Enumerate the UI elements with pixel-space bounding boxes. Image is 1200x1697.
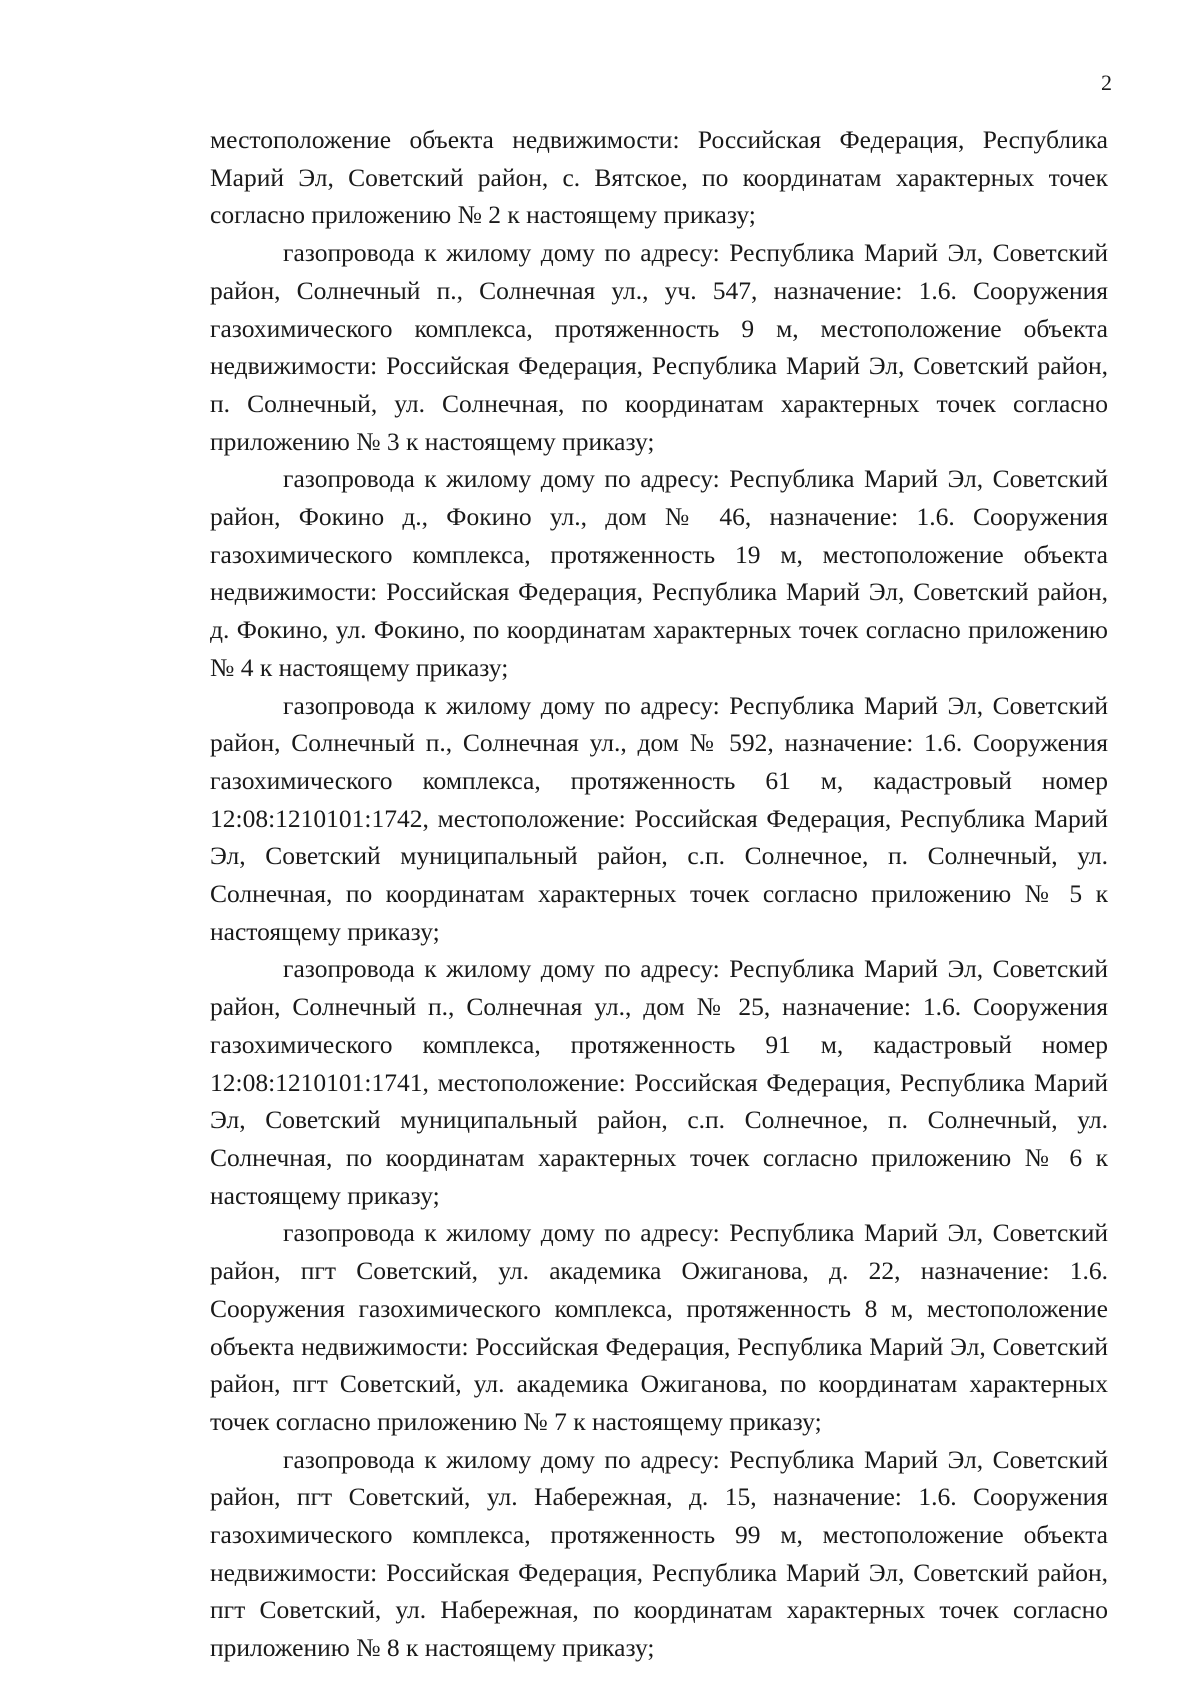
paragraph: газопровода к жилому дому по адресу: Республика Марий Эл, Советский район, Солнечный п., Солнечная ул., дом № 592, назначение: 1.6. Сооружения газохимического комплекса, протяженность 61 м, кадастровый номер 12:08:1210101:1742, местоположение: Российская Федерация, Республика Марий Эл, Советский муниципальный район, с.п. Солнечное, п. Солнечный, ул. Солнечная, по координатам характерных точек согласно приложению № 5 к настоящему приказу; xyxy=(210,690,1108,946)
paragraph: газопровода к жилому дому по адресу: Республика Марий Эл, Советский район, Солнечный п., Солнечная ул., дом № 25, назначение: 1.6. Сооружения газохимического комплекса, протяженность 91 м, кадастровый номер 12:08:1210101:1741, местоположение: Российская Федерация, Республика Марий Эл, Советский муниципальный район, с.п. Солнечное, п. Солнечный, ул. Солнечная, по координатам характерных точек согласно приложению № 6 к настоящему приказу; xyxy=(210,954,1108,1210)
page-number: 2 xyxy=(1101,70,1112,95)
document-body xyxy=(210,121,1108,1667)
paragraph: газопровода к жилому дому по адресу: Республика Марий Эл, Советский район, Фокино д., Фокино ул., дом № 46, назначение: 1.6. Сооружения газохимического комплекса, протяженность 19 м, местоположение объекта недвижимости: Российская Федерация, Республика Марий Эл, Советский район, д. Фокино, ул. Фокино, по координатам характерных точек согласно приложению № 4 к настоящему приказу; xyxy=(210,464,1108,682)
paragraph-continuation: местоположение объекта недвижимости: Российская Федерация, Республика Марий Эл, Советский район, с. Вятское, по координатам характерных точек согласно приложению № 2 к настоящему приказу; xyxy=(210,125,1108,230)
paragraph: газопровода к жилому дому по адресу: Республика Марий Эл, Советский район, Солнечный п., Солнечная ул., уч. 547, назначение: 1.6. Сооружения газохимического комплекса, протяженность 9 м, местоположение объекта недвижимости: Российская Федерация, Республика Марий Эл, Советский район, п. Солнечный, ул. Солнечная, по координатам характерных точек согласно приложению № 3 к настоящему приказу; xyxy=(210,238,1108,456)
paragraph: газопровода к жилому дому по адресу: Республика Марий Эл, Советский район, пгт Советский, ул. академика Ожиганова, д. 22, назначение: 1.6. Сооружения газохимического комплекса, протяженность 8 м, местоположение объекта недвижимости: Российская Федерация, Республика Марий Эл, Советский район, пгт Советский, ул. академика Ожиганова, по координатам характерных точек согласно приложению № 7 к настоящему приказу; xyxy=(210,1218,1108,1436)
paragraph: газопровода к жилому дому по адресу: Республика Марий Эл, Советский район, пгт Советский, ул. Набережная, д. 15, назначение: 1.6. Сооружения газохимического комплекса, протяженность 99 м, местоположение объекта недвижимости: Российская Федерация, Республика Марий Эл, Советский район, пгт Советский, ул. Набережная, по координатам характерных точек согласно приложению № 8 к настоящему приказу; xyxy=(210,1444,1108,1663)
